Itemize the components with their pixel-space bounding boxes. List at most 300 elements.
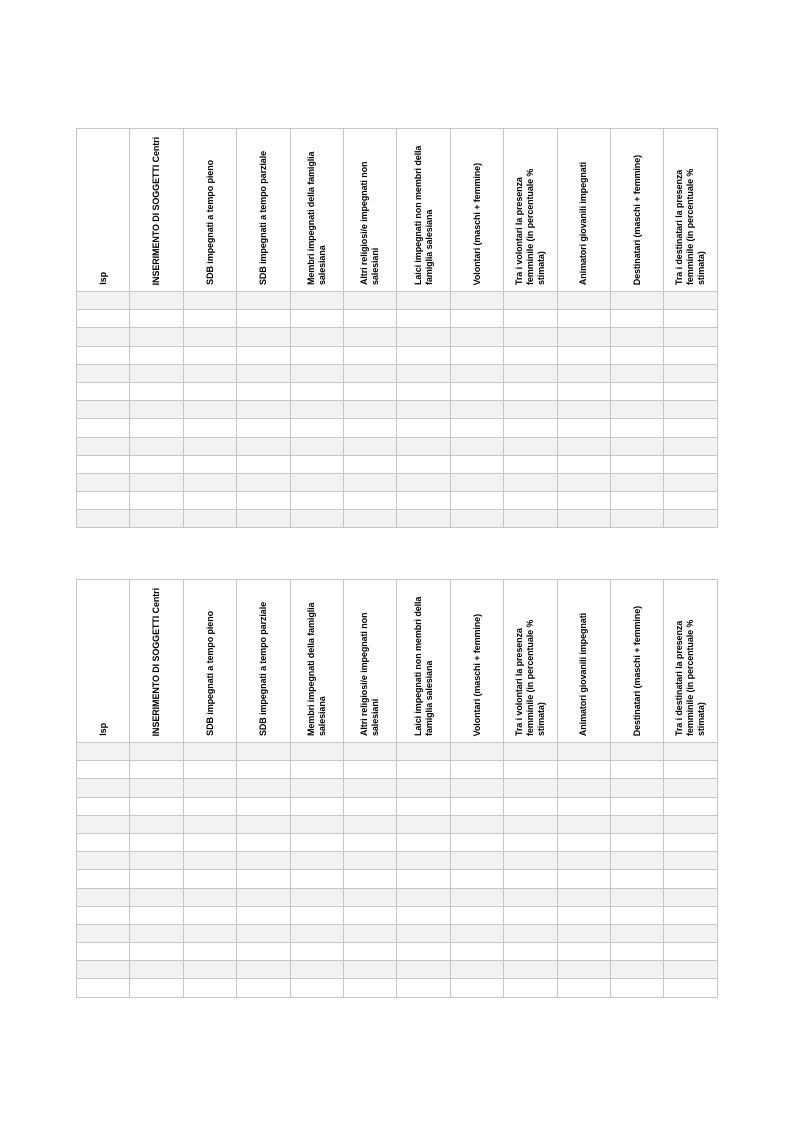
table-cell[interactable] xyxy=(77,870,130,888)
table-cell[interactable] xyxy=(504,924,557,942)
table-cell[interactable] xyxy=(183,906,236,924)
table-cell[interactable] xyxy=(237,492,290,510)
table-cell[interactable] xyxy=(611,437,664,455)
table-cell[interactable] xyxy=(77,761,130,779)
table-cell[interactable] xyxy=(77,743,130,761)
table-cell[interactable] xyxy=(504,943,557,961)
table-cell[interactable] xyxy=(183,346,236,364)
table-cell[interactable] xyxy=(664,419,718,437)
table-cell[interactable] xyxy=(664,346,718,364)
table-cell[interactable] xyxy=(344,779,397,797)
table-cell[interactable] xyxy=(183,401,236,419)
table-cell[interactable] xyxy=(611,779,664,797)
table-cell[interactable] xyxy=(183,924,236,942)
table-cell[interactable] xyxy=(504,492,557,510)
table-cell[interactable] xyxy=(237,401,290,419)
table-cell[interactable] xyxy=(664,743,718,761)
table-cell[interactable] xyxy=(397,943,450,961)
table-cell[interactable] xyxy=(237,888,290,906)
table-cell[interactable] xyxy=(450,943,503,961)
table-cell[interactable] xyxy=(77,979,130,997)
table-cell[interactable] xyxy=(130,382,183,400)
table-cell[interactable] xyxy=(504,761,557,779)
table-cell[interactable] xyxy=(397,779,450,797)
table-cell[interactable] xyxy=(183,779,236,797)
table-cell[interactable] xyxy=(450,455,503,473)
table-cell[interactable] xyxy=(130,961,183,979)
table-cell[interactable] xyxy=(290,437,343,455)
table-cell[interactable] xyxy=(611,924,664,942)
table-cell[interactable] xyxy=(344,797,397,815)
table-cell[interactable] xyxy=(290,492,343,510)
table-cell[interactable] xyxy=(344,852,397,870)
table-cell[interactable] xyxy=(557,310,610,328)
table-cell[interactable] xyxy=(77,473,130,491)
table-cell[interactable] xyxy=(664,364,718,382)
table-cell[interactable] xyxy=(130,346,183,364)
table-cell[interactable] xyxy=(397,870,450,888)
table-cell[interactable] xyxy=(397,364,450,382)
table-cell[interactable] xyxy=(664,979,718,997)
table-cell[interactable] xyxy=(183,833,236,851)
table-cell[interactable] xyxy=(611,797,664,815)
table-cell[interactable] xyxy=(344,979,397,997)
table-cell[interactable] xyxy=(557,510,610,528)
table-cell[interactable] xyxy=(664,473,718,491)
table-cell[interactable] xyxy=(237,292,290,310)
table-cell[interactable] xyxy=(450,492,503,510)
table-cell[interactable] xyxy=(183,364,236,382)
table-cell[interactable] xyxy=(557,401,610,419)
table-cell[interactable] xyxy=(290,888,343,906)
table-cell[interactable] xyxy=(557,419,610,437)
table-cell[interactable] xyxy=(290,815,343,833)
table-cell[interactable] xyxy=(664,870,718,888)
table-cell[interactable] xyxy=(77,779,130,797)
table-cell[interactable] xyxy=(183,419,236,437)
table-cell[interactable] xyxy=(130,510,183,528)
table-cell[interactable] xyxy=(183,455,236,473)
table-cell[interactable] xyxy=(237,310,290,328)
table-cell[interactable] xyxy=(344,510,397,528)
table-cell[interactable] xyxy=(664,779,718,797)
table-cell[interactable] xyxy=(611,943,664,961)
table-cell[interactable] xyxy=(130,437,183,455)
table-cell[interactable] xyxy=(290,924,343,942)
table-cell[interactable] xyxy=(397,346,450,364)
table-cell[interactable] xyxy=(183,979,236,997)
table-cell[interactable] xyxy=(611,473,664,491)
table-cell[interactable] xyxy=(344,328,397,346)
table-cell[interactable] xyxy=(450,870,503,888)
table-cell[interactable] xyxy=(130,292,183,310)
table-cell[interactable] xyxy=(130,761,183,779)
table-cell[interactable] xyxy=(557,473,610,491)
table-cell[interactable] xyxy=(397,815,450,833)
table-cell[interactable] xyxy=(290,852,343,870)
table-cell[interactable] xyxy=(130,779,183,797)
table-cell[interactable] xyxy=(290,473,343,491)
table-cell[interactable] xyxy=(77,437,130,455)
table-cell[interactable] xyxy=(450,852,503,870)
table-cell[interactable] xyxy=(557,815,610,833)
table-cell[interactable] xyxy=(611,906,664,924)
table-cell[interactable] xyxy=(504,510,557,528)
table-cell[interactable] xyxy=(130,870,183,888)
table-cell[interactable] xyxy=(130,815,183,833)
table-cell[interactable] xyxy=(290,943,343,961)
table-cell[interactable] xyxy=(397,906,450,924)
table-cell[interactable] xyxy=(344,761,397,779)
table-cell[interactable] xyxy=(344,961,397,979)
table-cell[interactable] xyxy=(611,888,664,906)
table-cell[interactable] xyxy=(450,979,503,997)
table-cell[interactable] xyxy=(237,852,290,870)
table-cell[interactable] xyxy=(664,310,718,328)
table-cell[interactable] xyxy=(611,310,664,328)
table-cell[interactable] xyxy=(77,382,130,400)
table-cell[interactable] xyxy=(611,743,664,761)
table-cell[interactable] xyxy=(237,419,290,437)
table-cell[interactable] xyxy=(557,833,610,851)
table-cell[interactable] xyxy=(664,510,718,528)
table-cell[interactable] xyxy=(504,870,557,888)
table-cell[interactable] xyxy=(504,833,557,851)
table-cell[interactable] xyxy=(237,382,290,400)
table-cell[interactable] xyxy=(557,961,610,979)
table-cell[interactable] xyxy=(290,364,343,382)
table-cell[interactable] xyxy=(450,346,503,364)
table-cell[interactable] xyxy=(130,364,183,382)
table-cell[interactable] xyxy=(557,906,610,924)
table-cell[interactable] xyxy=(611,455,664,473)
table-cell[interactable] xyxy=(290,743,343,761)
table-cell[interactable] xyxy=(183,743,236,761)
table-cell[interactable] xyxy=(397,743,450,761)
table-cell[interactable] xyxy=(504,815,557,833)
table-cell[interactable] xyxy=(290,328,343,346)
table-cell[interactable] xyxy=(397,473,450,491)
table-cell[interactable] xyxy=(397,833,450,851)
table-cell[interactable] xyxy=(450,364,503,382)
table-cell[interactable] xyxy=(344,473,397,491)
table-cell[interactable] xyxy=(611,364,664,382)
table-cell[interactable] xyxy=(237,797,290,815)
table-cell[interactable] xyxy=(611,292,664,310)
table-cell[interactable] xyxy=(504,382,557,400)
table-cell[interactable] xyxy=(397,328,450,346)
table-cell[interactable] xyxy=(344,870,397,888)
table-cell[interactable] xyxy=(344,437,397,455)
table-cell[interactable] xyxy=(611,346,664,364)
table-cell[interactable] xyxy=(344,364,397,382)
table-cell[interactable] xyxy=(664,852,718,870)
table-cell[interactable] xyxy=(290,292,343,310)
table-cell[interactable] xyxy=(504,346,557,364)
table-cell[interactable] xyxy=(450,382,503,400)
table-cell[interactable] xyxy=(130,419,183,437)
table-cell[interactable] xyxy=(397,924,450,942)
table-cell[interactable] xyxy=(504,401,557,419)
table-cell[interactable] xyxy=(504,419,557,437)
table-cell[interactable] xyxy=(397,455,450,473)
table-cell[interactable] xyxy=(557,870,610,888)
table-cell[interactable] xyxy=(397,961,450,979)
table-cell[interactable] xyxy=(557,979,610,997)
table-cell[interactable] xyxy=(183,761,236,779)
table-cell[interactable] xyxy=(664,292,718,310)
table-cell[interactable] xyxy=(397,761,450,779)
table-cell[interactable] xyxy=(611,979,664,997)
table-cell[interactable] xyxy=(130,888,183,906)
table-cell[interactable] xyxy=(77,455,130,473)
table-cell[interactable] xyxy=(183,382,236,400)
table-cell[interactable] xyxy=(130,797,183,815)
table-cell[interactable] xyxy=(664,455,718,473)
table-cell[interactable] xyxy=(450,401,503,419)
table-cell[interactable] xyxy=(611,761,664,779)
table-cell[interactable] xyxy=(344,292,397,310)
table-cell[interactable] xyxy=(290,906,343,924)
table-cell[interactable] xyxy=(664,492,718,510)
table-cell[interactable] xyxy=(397,797,450,815)
table-cell[interactable] xyxy=(183,943,236,961)
table-cell[interactable] xyxy=(237,328,290,346)
table-cell[interactable] xyxy=(557,437,610,455)
table-cell[interactable] xyxy=(504,364,557,382)
table-cell[interactable] xyxy=(557,328,610,346)
table-cell[interactable] xyxy=(290,779,343,797)
table-cell[interactable] xyxy=(344,888,397,906)
table-cell[interactable] xyxy=(77,943,130,961)
table-cell[interactable] xyxy=(77,292,130,310)
table-cell[interactable] xyxy=(664,328,718,346)
table-cell[interactable] xyxy=(557,455,610,473)
table-cell[interactable] xyxy=(77,346,130,364)
table-cell[interactable] xyxy=(557,797,610,815)
table-cell[interactable] xyxy=(237,473,290,491)
table-cell[interactable] xyxy=(450,473,503,491)
table-cell[interactable] xyxy=(504,328,557,346)
table-cell[interactable] xyxy=(130,328,183,346)
table-cell[interactable] xyxy=(344,492,397,510)
table-cell[interactable] xyxy=(450,743,503,761)
table-cell[interactable] xyxy=(557,743,610,761)
table-cell[interactable] xyxy=(397,419,450,437)
table-cell[interactable] xyxy=(397,382,450,400)
table-cell[interactable] xyxy=(344,943,397,961)
table-cell[interactable] xyxy=(77,328,130,346)
table-cell[interactable] xyxy=(77,852,130,870)
table-cell[interactable] xyxy=(557,888,610,906)
table-cell[interactable] xyxy=(183,510,236,528)
table-cell[interactable] xyxy=(611,961,664,979)
table-cell[interactable] xyxy=(664,401,718,419)
table-cell[interactable] xyxy=(664,382,718,400)
table-cell[interactable] xyxy=(344,310,397,328)
table-cell[interactable] xyxy=(77,492,130,510)
table-cell[interactable] xyxy=(664,961,718,979)
table-cell[interactable] xyxy=(77,797,130,815)
table-cell[interactable] xyxy=(664,797,718,815)
table-cell[interactable] xyxy=(450,797,503,815)
table-cell[interactable] xyxy=(450,833,503,851)
table-cell[interactable] xyxy=(504,437,557,455)
table-cell[interactable] xyxy=(237,437,290,455)
table-cell[interactable] xyxy=(557,292,610,310)
table-cell[interactable] xyxy=(611,510,664,528)
table-cell[interactable] xyxy=(397,979,450,997)
table-cell[interactable] xyxy=(611,382,664,400)
table-cell[interactable] xyxy=(504,906,557,924)
table-cell[interactable] xyxy=(611,328,664,346)
table-cell[interactable] xyxy=(290,797,343,815)
table-cell[interactable] xyxy=(504,310,557,328)
table-cell[interactable] xyxy=(77,310,130,328)
table-cell[interactable] xyxy=(237,455,290,473)
table-cell[interactable] xyxy=(344,924,397,942)
table-cell[interactable] xyxy=(504,797,557,815)
table-cell[interactable] xyxy=(664,943,718,961)
table-cell[interactable] xyxy=(130,833,183,851)
table-cell[interactable] xyxy=(237,364,290,382)
table-cell[interactable] xyxy=(557,924,610,942)
table-cell[interactable] xyxy=(290,761,343,779)
table-cell[interactable] xyxy=(237,924,290,942)
table-cell[interactable] xyxy=(397,492,450,510)
table-cell[interactable] xyxy=(504,961,557,979)
table-cell[interactable] xyxy=(183,815,236,833)
table-cell[interactable] xyxy=(237,943,290,961)
table-cell[interactable] xyxy=(290,961,343,979)
table-cell[interactable] xyxy=(130,401,183,419)
table-cell[interactable] xyxy=(397,292,450,310)
table-cell[interactable] xyxy=(344,455,397,473)
table-cell[interactable] xyxy=(344,401,397,419)
table-cell[interactable] xyxy=(664,833,718,851)
table-cell[interactable] xyxy=(130,473,183,491)
table-cell[interactable] xyxy=(397,437,450,455)
table-cell[interactable] xyxy=(450,419,503,437)
table-cell[interactable] xyxy=(290,455,343,473)
table-cell[interactable] xyxy=(130,455,183,473)
table-cell[interactable] xyxy=(450,761,503,779)
table-cell[interactable] xyxy=(183,888,236,906)
table-cell[interactable] xyxy=(450,961,503,979)
table-cell[interactable] xyxy=(130,924,183,942)
table-cell[interactable] xyxy=(237,906,290,924)
table-cell[interactable] xyxy=(504,743,557,761)
table-cell[interactable] xyxy=(290,401,343,419)
table-cell[interactable] xyxy=(77,924,130,942)
table-cell[interactable] xyxy=(611,815,664,833)
table-cell[interactable] xyxy=(504,979,557,997)
table-cell[interactable] xyxy=(664,815,718,833)
table-cell[interactable] xyxy=(450,888,503,906)
table-cell[interactable] xyxy=(450,779,503,797)
table-cell[interactable] xyxy=(450,906,503,924)
table-cell[interactable] xyxy=(130,979,183,997)
table-cell[interactable] xyxy=(290,419,343,437)
table-cell[interactable] xyxy=(344,419,397,437)
table-cell[interactable] xyxy=(397,310,450,328)
table-cell[interactable] xyxy=(237,870,290,888)
table-cell[interactable] xyxy=(504,292,557,310)
table-cell[interactable] xyxy=(557,346,610,364)
table-cell[interactable] xyxy=(611,492,664,510)
table-cell[interactable] xyxy=(611,833,664,851)
table-cell[interactable] xyxy=(183,870,236,888)
table-cell[interactable] xyxy=(557,364,610,382)
table-cell[interactable] xyxy=(664,924,718,942)
table-cell[interactable] xyxy=(77,815,130,833)
table-cell[interactable] xyxy=(183,328,236,346)
table-cell[interactable] xyxy=(183,961,236,979)
table-cell[interactable] xyxy=(237,815,290,833)
table-cell[interactable] xyxy=(130,906,183,924)
table-cell[interactable] xyxy=(611,852,664,870)
table-cell[interactable] xyxy=(450,310,503,328)
table-cell[interactable] xyxy=(664,761,718,779)
table-cell[interactable] xyxy=(344,743,397,761)
table-cell[interactable] xyxy=(237,961,290,979)
table-cell[interactable] xyxy=(504,473,557,491)
table-cell[interactable] xyxy=(77,833,130,851)
table-cell[interactable] xyxy=(557,779,610,797)
table-cell[interactable] xyxy=(557,943,610,961)
table-cell[interactable] xyxy=(397,401,450,419)
table-cell[interactable] xyxy=(450,292,503,310)
table-cell[interactable] xyxy=(183,473,236,491)
table-cell[interactable] xyxy=(397,888,450,906)
table-cell[interactable] xyxy=(183,492,236,510)
table-cell[interactable] xyxy=(450,328,503,346)
table-cell[interactable] xyxy=(290,310,343,328)
table-cell[interactable] xyxy=(290,979,343,997)
table-cell[interactable] xyxy=(397,510,450,528)
table-cell[interactable] xyxy=(450,924,503,942)
table-cell[interactable] xyxy=(290,510,343,528)
table-cell[interactable] xyxy=(77,419,130,437)
table-cell[interactable] xyxy=(611,419,664,437)
table-cell[interactable] xyxy=(344,382,397,400)
table-cell[interactable] xyxy=(557,852,610,870)
table-cell[interactable] xyxy=(130,943,183,961)
table-cell[interactable] xyxy=(237,979,290,997)
table-cell[interactable] xyxy=(344,833,397,851)
table-cell[interactable] xyxy=(237,743,290,761)
table-cell[interactable] xyxy=(557,492,610,510)
table-cell[interactable] xyxy=(450,437,503,455)
table-cell[interactable] xyxy=(130,492,183,510)
table-cell[interactable] xyxy=(290,346,343,364)
table-cell[interactable] xyxy=(183,437,236,455)
table-cell[interactable] xyxy=(290,870,343,888)
table-cell[interactable] xyxy=(130,743,183,761)
table-cell[interactable] xyxy=(77,401,130,419)
table-cell[interactable] xyxy=(237,833,290,851)
table-cell[interactable] xyxy=(130,852,183,870)
table-cell[interactable] xyxy=(504,888,557,906)
table-cell[interactable] xyxy=(504,779,557,797)
table-cell[interactable] xyxy=(450,510,503,528)
table-cell[interactable] xyxy=(611,870,664,888)
table-cell[interactable] xyxy=(664,888,718,906)
table-cell[interactable] xyxy=(290,833,343,851)
table-cell[interactable] xyxy=(237,346,290,364)
table-cell[interactable] xyxy=(130,310,183,328)
table-cell[interactable] xyxy=(77,364,130,382)
